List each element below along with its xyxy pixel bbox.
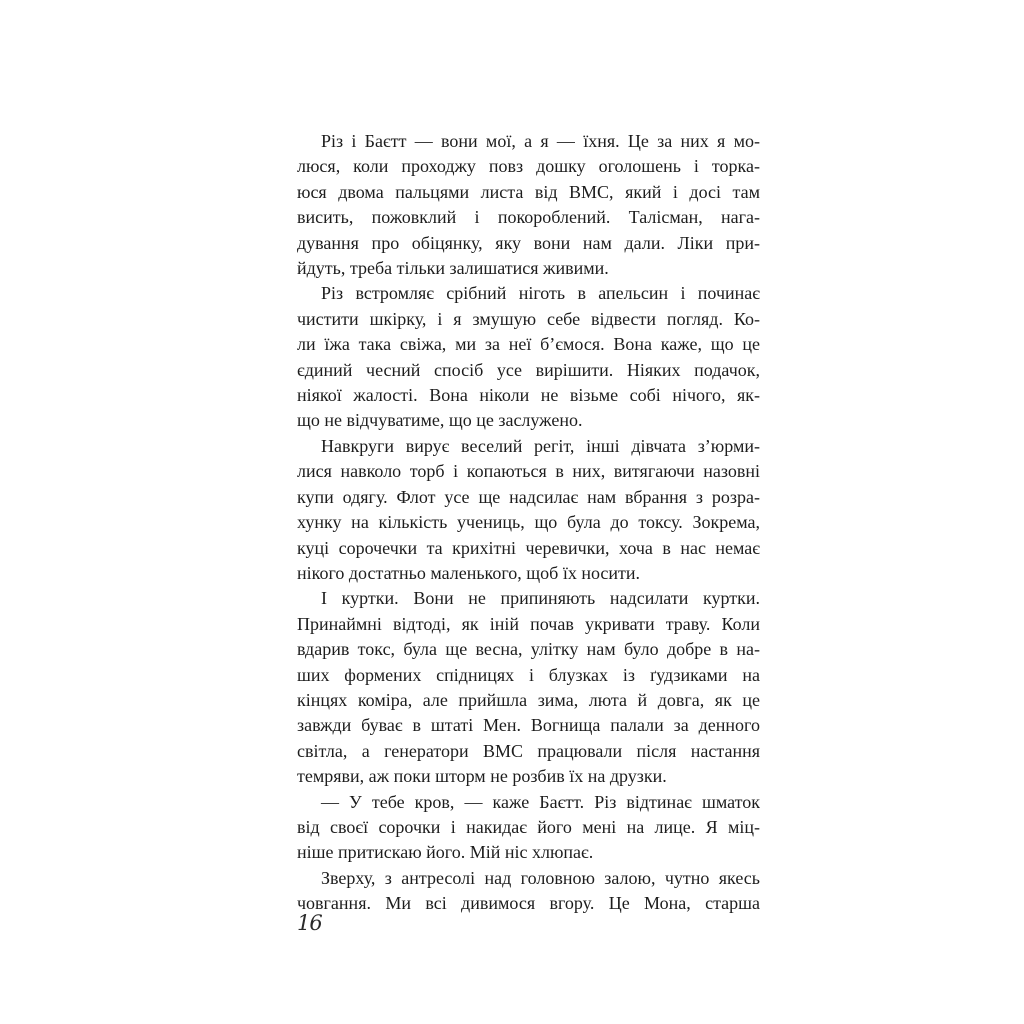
- paragraph: [297, 281, 760, 433]
- text-line: темряви, аж поки шторм не розбив їх на друзки.: [297, 766, 667, 787]
- text-line: купи одягу. Флот усе ще надсилає нам вбрання з розра-: [297, 486, 760, 507]
- text-line: Різ і Баєтт — вони мої, а я — їхня. Це за них я мо-: [321, 131, 760, 151]
- text-line: І куртки. Вони не припиняють надсилати куртки.: [321, 588, 760, 609]
- text-line: Різ встромляє срібний ніготь в апельсин і починає: [321, 283, 760, 304]
- text-line: ших формених спідницях і блузках із ґудзиками на: [297, 664, 760, 685]
- page-text: [297, 129, 760, 917]
- text-line: ли їжа така свіжа, ми за неї б’ємося. Вона каже, що це: [297, 334, 760, 355]
- text-line: ніше притискаю його. Мій ніс хлюпає.: [297, 842, 594, 863]
- text-line: човгання. Ми всі дивимося вгору. Це Мона, старша: [297, 893, 760, 914]
- paragraph: [297, 790, 760, 866]
- paragraph: [297, 586, 760, 789]
- text-line: світла, а генератори ВМС працювали після настання: [297, 740, 760, 761]
- text-line: люся, коли проходжу повз дошку оголошень і торка-: [297, 156, 760, 177]
- text-line: юся двома пальцями листа від ВМС, який і досі там: [297, 181, 760, 202]
- text-line: йдуть, треба тільки залишатися живими.: [297, 258, 609, 279]
- text-line: від своєї сорочки і накидає його мені на лице. Я міц-: [297, 816, 760, 837]
- text-line: висить, пожовклий і покороблений. Талісман, нага-: [297, 207, 760, 228]
- text-line: ніякої жалості. Вона ніколи не візьме собі нічого, як-: [297, 385, 760, 406]
- paragraph: [297, 866, 760, 917]
- text-line: завжди буває в штаті Мен. Вогнища палали за денного: [297, 715, 760, 736]
- text-line: кінцях коміра, але прийшла зима, люта й довга, як це: [297, 689, 760, 710]
- text-line: Зверху, з антресолі над головною залою, чутно якесь: [321, 867, 760, 888]
- text-line: хунку на кількість учениць, що була до токсу. Зокрема,: [297, 512, 760, 533]
- text-line: куці сорочечки та крихітні черевички, хоча в нас немає: [297, 537, 760, 558]
- paragraph: [297, 129, 760, 281]
- text-line: єдиний чесний спосіб усе вирішити. Ніяких подачок,: [297, 359, 760, 380]
- paragraph: [297, 434, 760, 586]
- text-line: дування про обіцянку, яку вони нам дали. Ліки при-: [297, 232, 760, 253]
- text-line: Принаймні відтоді, як іній почав укривати траву. Коли: [297, 613, 760, 634]
- text-line: що не відчуватиме, що це заслужено.: [297, 410, 583, 431]
- text-line: — У тебе кров, — каже Баєтт. Різ відтинає шматок: [321, 791, 760, 812]
- text-line: нікого достатньо маленького, щоб їх носити.: [297, 562, 641, 583]
- text-line: Навкруги вирує веселий регіт, інші дівчата з’юрми-: [321, 435, 760, 456]
- text-line: лися навколо торб і копаються в них, витягаючи назовні: [297, 461, 760, 482]
- page-number: 16: [297, 911, 322, 935]
- text-line: чистити шкірку, і я змушую себе відвести погляд. Ко-: [297, 308, 760, 329]
- text-line: вдарив токс, була ще весна, улітку нам було добре в на-: [297, 639, 760, 660]
